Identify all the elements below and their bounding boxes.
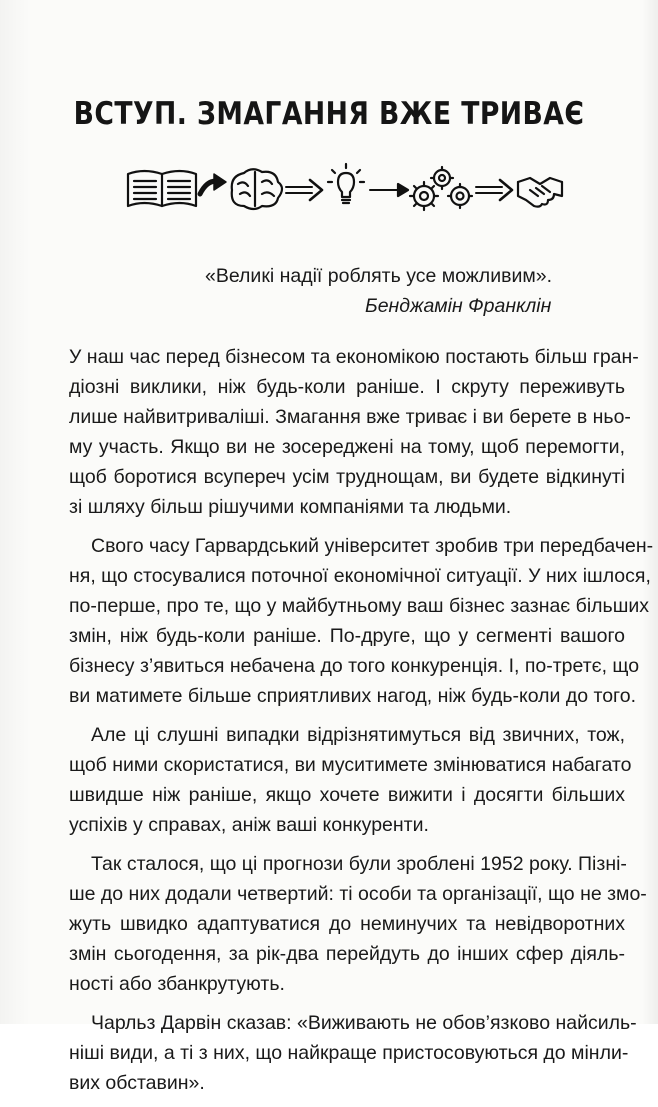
text-line: му участь. Якщо ви не зосереджені на тому, щоб перемогти, bbox=[69, 436, 625, 458]
curved-arrow-icon bbox=[200, 174, 226, 194]
book-icon bbox=[128, 171, 196, 206]
text-line: зі шляху більш рішучими компаніями та людьми. bbox=[69, 496, 512, 518]
process-icon-row bbox=[124, 160, 584, 216]
paragraph bbox=[69, 849, 647, 999]
long-arrow-icon bbox=[370, 184, 408, 196]
text-line: ності або збанкрутують. bbox=[69, 973, 285, 995]
paragraph bbox=[69, 1008, 637, 1098]
text-line: швидше ніж раніше, якщо хочете вижити і досягти більших bbox=[69, 784, 625, 806]
text-line: щоб боротися всупереч усім труднощам, ви будете відкинуті bbox=[69, 466, 625, 488]
text-line: успіхів у справах, аніж ваші конкуренти. bbox=[69, 814, 429, 836]
text-line: лише найвитриваліші. Змагання вже триває і ви берете в ньо- bbox=[69, 406, 631, 428]
text-line: ніші види, а ті з них, що найкраще пристосовуються до мінли- bbox=[69, 1042, 629, 1064]
lightbulb-icon bbox=[328, 164, 364, 203]
text-line: ше до них додали четвертий: ті особи та організації, що не змо- bbox=[69, 883, 647, 905]
text-line: Так сталося, що ці прогнози були зроблені 1952 року. Пізні- bbox=[91, 853, 627, 875]
text-line: діозні виклики, ніж будь-коли раніше. І скруту переживуть bbox=[69, 376, 625, 398]
epigraph-quote: «Великі надії роблять усе можливим». bbox=[205, 265, 553, 287]
text-line: змін сьогодення, за рік-два перейдуть до інших сфер діяль- bbox=[69, 943, 625, 965]
chapter-title: ВСТУП. ЗМАГАННЯ ВЖЕ ТРИВАЄ bbox=[73, 96, 585, 132]
arrow-icon bbox=[476, 180, 512, 200]
text-line: ня, що стосувалися поточної економічної ситуації. У них ішлося, bbox=[69, 565, 651, 587]
body-text bbox=[69, 342, 654, 1107]
paragraph bbox=[69, 531, 654, 711]
arrow-icon bbox=[286, 180, 322, 200]
text-line: вих обставин». bbox=[69, 1072, 205, 1094]
text-line: Чарльз Дарвін сказав: «Виживають не обов’язково найсиль- bbox=[91, 1012, 637, 1034]
text-line: бізнесу з’явиться небачена до того конкуренція. І, по-третє, що bbox=[69, 655, 640, 677]
text-line: Свого часу Гарвардський університет зробив три передбачен- bbox=[91, 535, 654, 557]
gears-icon bbox=[410, 167, 472, 210]
handshake-icon bbox=[518, 178, 562, 207]
text-line: щоб ними скористатися, ви муситимете змінюватися набагато bbox=[69, 754, 632, 776]
text-line: У наш час перед бізнесом та економікою постають більш гран- bbox=[69, 346, 639, 368]
text-line: Але ці слушні випадки відрізнятимуться від звичних, тож, bbox=[91, 724, 625, 746]
paragraph bbox=[69, 720, 632, 840]
epigraph bbox=[205, 261, 552, 321]
text-line: ви матимете більше сприятливих нагод, ніж будь-коли до того. bbox=[69, 685, 637, 707]
text-line: жуть швидко адаптуватися до неминучих та невідворотних bbox=[69, 913, 625, 935]
epigraph-author: Бенджамін Франклін bbox=[365, 295, 552, 317]
brain-icon bbox=[232, 169, 282, 209]
paragraph bbox=[69, 342, 639, 522]
text-line: по-перше, про те, що у майбутньому ваш бізнес зазнає більших bbox=[69, 595, 650, 617]
text-line: змін, ніж будь-коли раніше. По-друге, що у сегменті вашого bbox=[69, 625, 625, 647]
